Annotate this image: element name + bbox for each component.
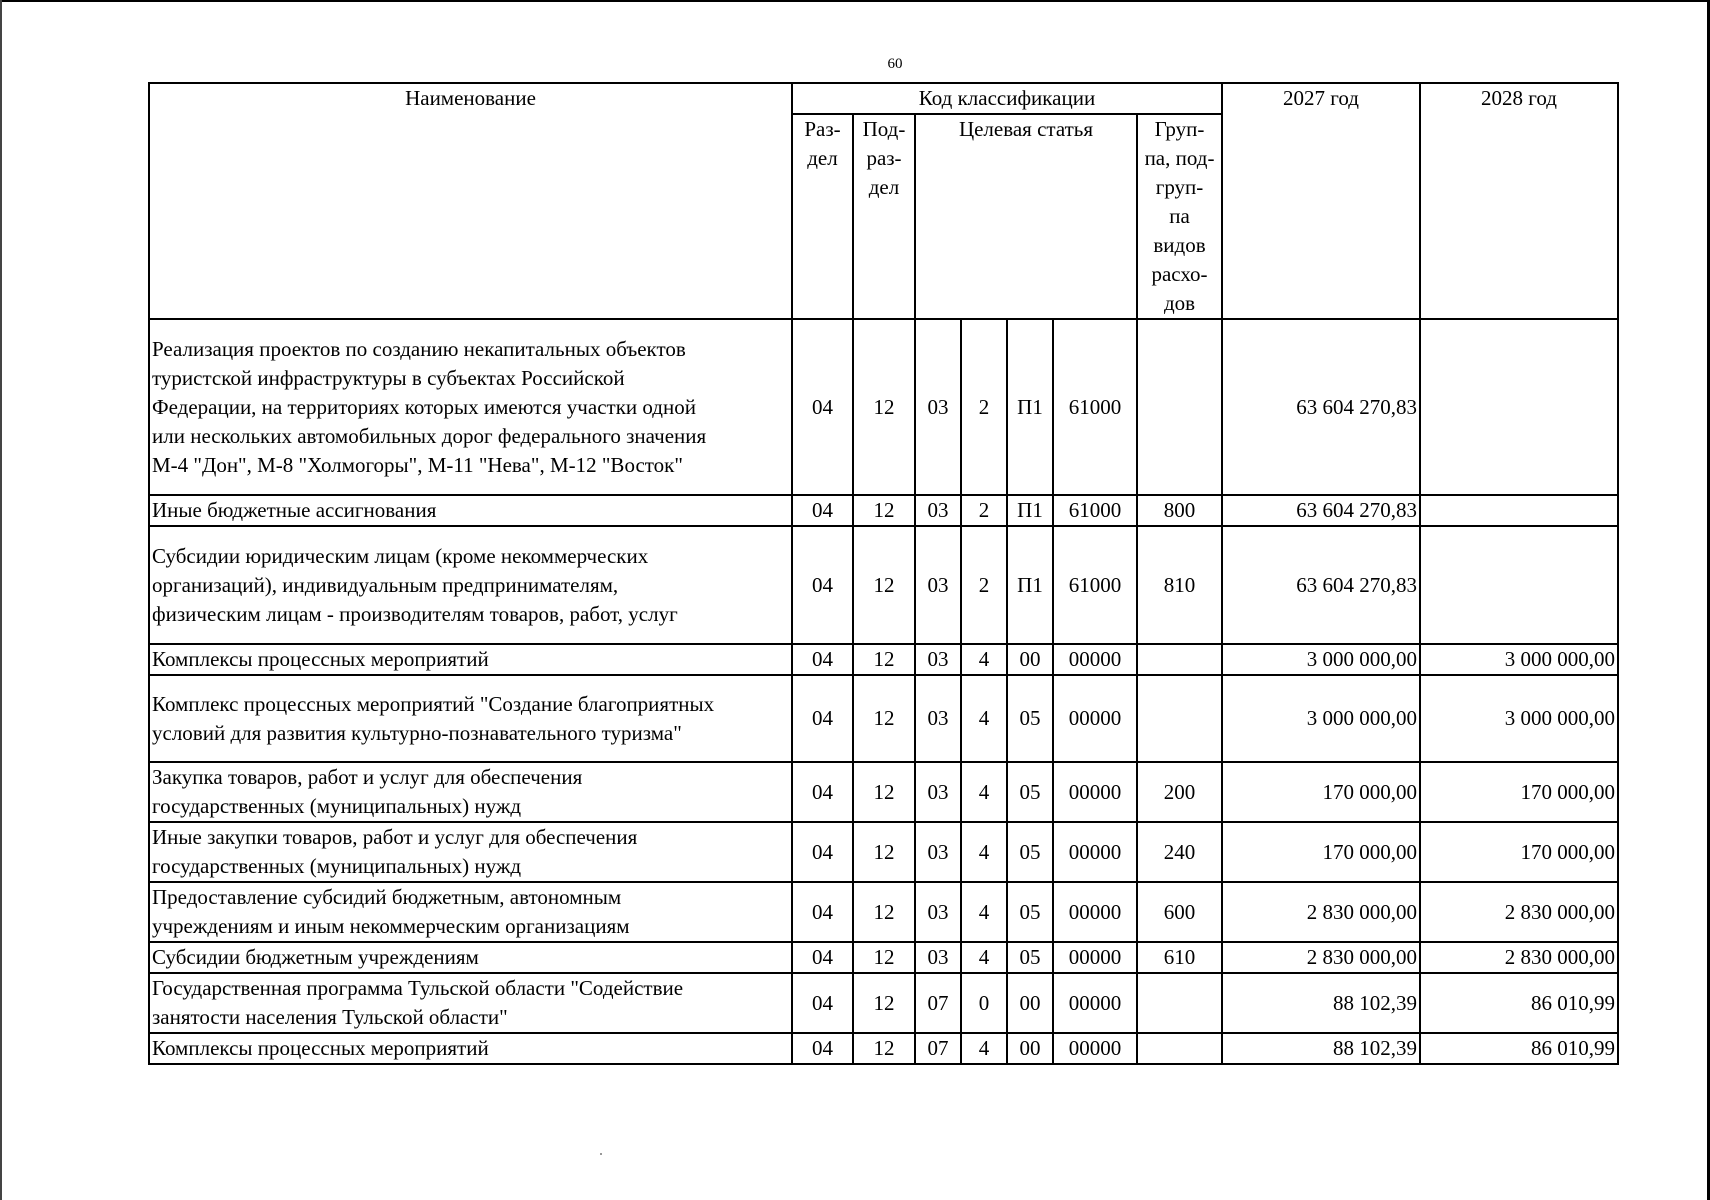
cell-target-type: 2 — [961, 526, 1007, 644]
header-group-line: видов — [1153, 233, 1206, 257]
cell-amount-2028: 170 000,00 — [1420, 822, 1618, 882]
row-name — [149, 822, 792, 882]
cell-target-type: 0 — [961, 973, 1007, 1033]
cell-target-event: 00 — [1007, 1033, 1053, 1064]
header-group-line: Груп- — [1154, 117, 1205, 141]
cell-target-direction: 00000 — [1053, 882, 1137, 942]
cell-target-program: 03 — [915, 822, 961, 882]
cell-podrazdel: 12 — [853, 675, 915, 762]
cell-amount-2027: 3 000 000,00 — [1222, 675, 1420, 762]
row-name — [149, 675, 792, 762]
row-name-line: Иные бюджетные ассигнования — [152, 498, 437, 522]
cell-amount-2028 — [1420, 319, 1618, 495]
cell-target-program: 03 — [915, 526, 961, 644]
row-name-line: организаций), индивидуальным предпринимателям, — [152, 572, 619, 597]
cell-podrazdel: 12 — [853, 882, 915, 942]
cell-expense-group: 810 — [1137, 526, 1222, 644]
cell-podrazdel: 12 — [853, 644, 915, 675]
cell-podrazdel: 12 — [853, 1033, 915, 1064]
table-row — [149, 675, 1618, 762]
table-row — [149, 822, 1618, 882]
table-row — [149, 1033, 1618, 1064]
header-group-line: па, под- — [1144, 146, 1215, 170]
header-razdel-line: дел — [807, 146, 838, 170]
cell-expense-group: 610 — [1137, 942, 1222, 973]
row-name — [149, 973, 792, 1033]
cell-expense-group: 240 — [1137, 822, 1222, 882]
cell-target-event: 00 — [1007, 644, 1053, 675]
cell-razdel: 04 — [792, 644, 853, 675]
row-name — [149, 1033, 792, 1064]
cell-target-type: 4 — [961, 882, 1007, 942]
row-name-line: учреждениям и иным некоммерческим организациям — [152, 914, 630, 938]
cell-amount-2027: 2 830 000,00 — [1222, 882, 1420, 942]
cell-target-program: 03 — [915, 644, 961, 675]
cell-razdel: 04 — [792, 495, 853, 526]
cell-amount-2028: 86 010,99 — [1420, 973, 1618, 1033]
header-razdel-line: Раз- — [804, 117, 841, 141]
cell-target-type: 4 — [961, 762, 1007, 822]
cell-expense-group: 200 — [1137, 762, 1222, 822]
header-year-2028: 2028 год — [1420, 83, 1618, 319]
row-name — [149, 495, 792, 526]
cell-expense-group — [1137, 1033, 1222, 1064]
cell-expense-group — [1137, 973, 1222, 1033]
cell-razdel: 04 — [792, 822, 853, 882]
cell-target-type: 4 — [961, 644, 1007, 675]
table-row — [149, 882, 1618, 942]
table-row — [149, 526, 1618, 644]
row-name-line: Федерации, на территориях которых имеются участки одной — [152, 394, 696, 419]
row-name — [149, 942, 792, 973]
cell-amount-2028 — [1420, 526, 1618, 644]
row-name-line: или нескольких автомобильных дорог федерального значения — [152, 423, 707, 448]
cell-podrazdel: 12 — [853, 495, 915, 526]
cell-podrazdel: 12 — [853, 942, 915, 973]
row-name-line: Государственная программа Тульской области "Содействие — [152, 976, 684, 1000]
row-name — [149, 319, 792, 495]
cell-amount-2027: 170 000,00 — [1222, 822, 1420, 882]
budget-table — [148, 82, 1619, 1065]
header-row-1 — [149, 83, 1618, 114]
table-row — [149, 644, 1618, 675]
cell-expense-group: 800 — [1137, 495, 1222, 526]
cell-razdel: 04 — [792, 973, 853, 1033]
cell-target-program: 03 — [915, 675, 961, 762]
row-name-line: М-4 "Дон", М-8 "Холмогоры", М-11 "Нева", М-12 "Восток" — [152, 452, 683, 477]
cell-razdel: 04 — [792, 762, 853, 822]
cell-podrazdel: 12 — [853, 526, 915, 644]
header-group-line: дов — [1163, 291, 1196, 315]
cell-target-type: 4 — [961, 822, 1007, 882]
cell-amount-2028: 3 000 000,00 — [1420, 675, 1618, 762]
scan-edge-top — [0, 0, 1710, 2]
cell-expense-group — [1137, 644, 1222, 675]
cell-target-program: 07 — [915, 973, 961, 1033]
row-name-line: государственных (муниципальных) нужд — [152, 794, 522, 818]
cell-target-type: 2 — [961, 495, 1007, 526]
cell-target-program: 03 — [915, 319, 961, 495]
row-name — [149, 882, 792, 942]
table-row — [149, 319, 1618, 495]
row-name — [149, 526, 792, 644]
table-row — [149, 973, 1618, 1033]
cell-razdel: 04 — [792, 882, 853, 942]
cell-amount-2027: 170 000,00 — [1222, 762, 1420, 822]
cell-amount-2027: 63 604 270,83 — [1222, 495, 1420, 526]
cell-amount-2027: 88 102,39 — [1222, 1033, 1420, 1064]
cell-expense-group — [1137, 675, 1222, 762]
cell-target-program: 03 — [915, 495, 961, 526]
cell-expense-group — [1137, 319, 1222, 495]
header-podrazdel-line: Под- — [862, 117, 906, 141]
cell-target-direction: 61000 — [1053, 495, 1137, 526]
header-group-line: расхо- — [1151, 262, 1208, 286]
cell-podrazdel: 12 — [853, 762, 915, 822]
cell-target-direction: 00000 — [1053, 675, 1137, 762]
cell-target-direction: 00000 — [1053, 644, 1137, 675]
cell-target-direction: 00000 — [1053, 942, 1137, 973]
cell-podrazdel: 12 — [853, 822, 915, 882]
table-row — [149, 495, 1618, 526]
cell-target-direction: 00000 — [1053, 1033, 1137, 1064]
cell-target-event: П1 — [1007, 319, 1053, 495]
cell-target-type: 4 — [961, 1033, 1007, 1064]
header-razdel — [792, 114, 853, 319]
cell-target-event: 00 — [1007, 973, 1053, 1033]
table-row — [149, 762, 1618, 822]
cell-target-program: 03 — [915, 762, 961, 822]
cell-amount-2028: 170 000,00 — [1420, 762, 1618, 822]
row-name-line: Предоставление субсидий бюджетным, автономным — [152, 885, 622, 909]
row-name-line: физическим лицам - производителям товаров, работ, услуг — [152, 601, 678, 626]
page-number: 60 — [887, 56, 903, 72]
cell-amount-2028: 86 010,99 — [1420, 1033, 1618, 1064]
cell-podrazdel: 12 — [853, 319, 915, 495]
cell-amount-2027: 2 830 000,00 — [1222, 942, 1420, 973]
cell-target-type: 4 — [961, 675, 1007, 762]
cell-razdel: 04 — [792, 319, 853, 495]
cell-expense-group: 600 — [1137, 882, 1222, 942]
scan-edge-left — [0, 0, 2, 1200]
cell-target-direction: 61000 — [1053, 319, 1137, 495]
cell-razdel: 04 — [792, 1033, 853, 1064]
row-name-line: Субсидии бюджетным учреждениям — [152, 945, 479, 969]
cell-podrazdel: 12 — [853, 973, 915, 1033]
cell-target-event: 05 — [1007, 675, 1053, 762]
row-name-line: условий для развития культурно-познавательного туризма" — [152, 720, 682, 745]
cell-amount-2028 — [1420, 495, 1618, 526]
header-podrazdel-line: раз- — [866, 146, 902, 170]
cell-amount-2027: 63 604 270,83 — [1222, 319, 1420, 495]
cell-target-direction: 61000 — [1053, 526, 1137, 644]
cell-amount-2027: 88 102,39 — [1222, 973, 1420, 1033]
cell-target-event: 05 — [1007, 822, 1053, 882]
row-name-line: государственных (муниципальных) нужд — [152, 854, 522, 878]
cell-target-direction: 00000 — [1053, 973, 1137, 1033]
cell-target-event: 05 — [1007, 882, 1053, 942]
header-year-2027: 2027 год — [1222, 83, 1420, 319]
table-row — [149, 942, 1618, 973]
cell-amount-2028: 2 830 000,00 — [1420, 942, 1618, 973]
cell-amount-2028: 3 000 000,00 — [1420, 644, 1618, 675]
row-name-line: Иные закупки товаров, работ и услуг для обеспечения — [152, 825, 638, 849]
cell-target-event: 05 — [1007, 942, 1053, 973]
cell-razdel: 04 — [792, 942, 853, 973]
row-name-line: туристской инфраструктуры в субъектах Российской — [152, 365, 625, 390]
scan-speck — [600, 1153, 602, 1155]
header-classification: Код классификации — [792, 83, 1222, 114]
row-name — [149, 644, 792, 675]
row-name-line: Комплексы процессных мероприятий — [152, 1036, 489, 1060]
row-name — [149, 762, 792, 822]
cell-amount-2028: 2 830 000,00 — [1420, 882, 1618, 942]
cell-target-program: 03 — [915, 882, 961, 942]
cell-razdel: 04 — [792, 675, 853, 762]
row-name-line: Комплексы процессных мероприятий — [152, 647, 489, 671]
cell-target-type: 2 — [961, 319, 1007, 495]
cell-target-event: П1 — [1007, 526, 1053, 644]
row-name-line: Закупка товаров, работ и услуг для обеспечения — [152, 765, 583, 789]
cell-target-program: 07 — [915, 1033, 961, 1064]
cell-target-direction: 00000 — [1053, 762, 1137, 822]
row-name-line: Реализация проектов по созданию некапитальных объектов — [152, 336, 686, 361]
header-group-line: па — [1169, 204, 1190, 228]
cell-target-direction: 00000 — [1053, 822, 1137, 882]
header-podrazdel — [853, 114, 915, 319]
header-expense-group — [1137, 114, 1222, 319]
header-name: Наименование — [149, 83, 792, 319]
header-group-line: груп- — [1155, 175, 1204, 199]
cell-target-type: 4 — [961, 942, 1007, 973]
cell-amount-2027: 63 604 270,83 — [1222, 526, 1420, 644]
row-name-line: Комплекс процессных мероприятий "Создание благоприятных — [152, 691, 715, 716]
row-name-line: Субсидии юридическим лицам (кроме некоммерческих — [152, 543, 649, 568]
header-target-article: Целевая статья — [915, 114, 1137, 319]
table-body — [149, 319, 1618, 1064]
cell-target-event: 05 — [1007, 762, 1053, 822]
cell-target-program: 03 — [915, 942, 961, 973]
cell-amount-2027: 3 000 000,00 — [1222, 644, 1420, 675]
row-name-line: занятости населения Тульской области" — [152, 1005, 508, 1029]
cell-target-event: П1 — [1007, 495, 1053, 526]
cell-razdel: 04 — [792, 526, 853, 644]
header-podrazdel-line: дел — [868, 175, 900, 199]
